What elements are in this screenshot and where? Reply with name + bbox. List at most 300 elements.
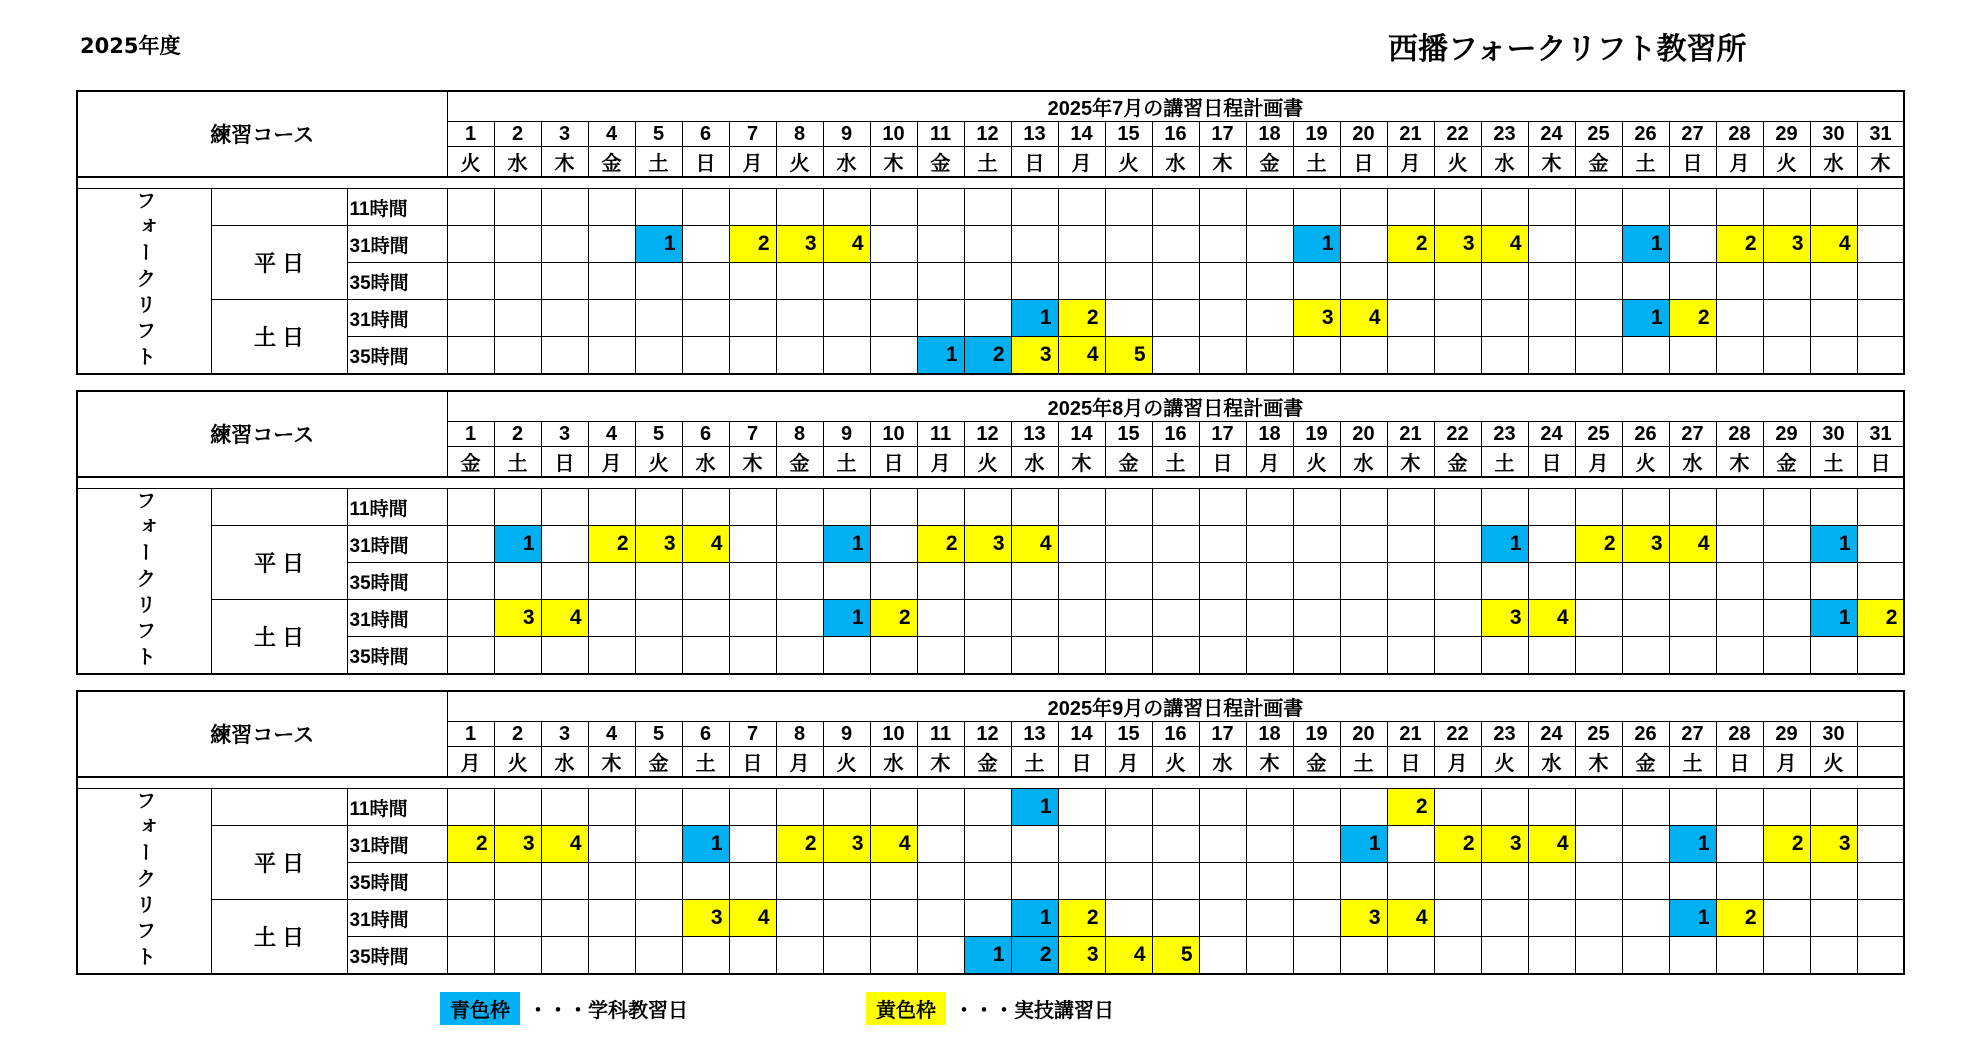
day-number: 22 xyxy=(1434,722,1481,747)
weekday-cell: 日 xyxy=(1716,747,1763,778)
day-number: 3 xyxy=(541,722,588,747)
session-cell-yellow: 2 xyxy=(729,226,776,263)
weekday-cell: 日 xyxy=(541,447,588,478)
weekday-cell: 月 xyxy=(1575,447,1622,478)
day-cell xyxy=(776,637,823,675)
day-cell xyxy=(494,300,541,337)
hours-label: 35時間 xyxy=(347,563,447,600)
day-cell xyxy=(823,900,870,937)
day-number: 20 xyxy=(1340,122,1387,147)
day-cell xyxy=(964,489,1011,526)
day-cell xyxy=(541,637,588,675)
day-cell xyxy=(1199,600,1246,637)
day-cell xyxy=(447,300,494,337)
weekday-cell: 水 xyxy=(1340,447,1387,478)
session-cell-yellow: 3 xyxy=(494,826,541,863)
day-cell xyxy=(776,900,823,937)
day-cell xyxy=(1011,189,1058,226)
session-cell-yellow: 4 xyxy=(1387,900,1434,937)
day-cell xyxy=(729,563,776,600)
weekday-cell: 土 xyxy=(682,747,729,778)
session-cell-blue: 1 xyxy=(1810,600,1857,637)
day-cell xyxy=(1622,189,1669,226)
day-number: 9 xyxy=(823,722,870,747)
day-number: 17 xyxy=(1199,722,1246,747)
day-cell xyxy=(494,937,541,975)
day-number: 29 xyxy=(1763,122,1810,147)
day-cell xyxy=(1340,226,1387,263)
day-number: 28 xyxy=(1716,722,1763,747)
day-cell xyxy=(1293,826,1340,863)
session-cell-yellow: 2 xyxy=(1387,226,1434,263)
session-cell-yellow: 2 xyxy=(776,826,823,863)
day-cell xyxy=(1199,526,1246,563)
weekday-cell: 金 xyxy=(1575,147,1622,178)
day-cell xyxy=(870,263,917,300)
session-cell-blue: 1 xyxy=(823,600,870,637)
day-cell xyxy=(447,263,494,300)
day-cell xyxy=(729,600,776,637)
schedule-row xyxy=(77,263,1904,300)
day-cell xyxy=(1763,937,1810,975)
day-number: 25 xyxy=(1575,122,1622,147)
day-cell xyxy=(1058,489,1105,526)
session-cell-yellow: 3 xyxy=(1622,526,1669,563)
weekday-cell: 土 xyxy=(1293,147,1340,178)
day-cell xyxy=(1434,900,1481,937)
hours-label: 11時間 xyxy=(347,189,447,226)
session-cell-yellow: 4 xyxy=(1340,300,1387,337)
day-cell xyxy=(1058,189,1105,226)
day-cell xyxy=(1481,189,1528,226)
day-cell xyxy=(1575,789,1622,826)
day-cell xyxy=(1857,863,1904,900)
day-number: 6 xyxy=(682,122,729,147)
day-cell xyxy=(682,337,729,375)
weekday-cell: 土 xyxy=(1622,147,1669,178)
weekday-cell: 木 xyxy=(1387,447,1434,478)
category-label: フォークリフト xyxy=(77,789,211,975)
separator-row xyxy=(77,177,1904,189)
day-cell xyxy=(1481,300,1528,337)
weekday-cell: 火 xyxy=(776,147,823,178)
day-cell xyxy=(494,337,541,375)
day-cell xyxy=(1622,263,1669,300)
day-number: 12 xyxy=(964,722,1011,747)
weekday-cell: 火 xyxy=(1481,747,1528,778)
day-number: 15 xyxy=(1105,722,1152,747)
day-number: 30 xyxy=(1810,122,1857,147)
day-cell xyxy=(1011,863,1058,900)
day-cell xyxy=(1011,637,1058,675)
day-cell xyxy=(1293,789,1340,826)
day-cell xyxy=(1058,226,1105,263)
day-type-weekday: 平 日 xyxy=(211,826,347,900)
day-cell xyxy=(1293,563,1340,600)
weekday-cell: 金 xyxy=(588,147,635,178)
weekday-cell: 土 xyxy=(1340,747,1387,778)
schedule-row xyxy=(77,900,1904,937)
weekday-cell: 金 xyxy=(964,747,1011,778)
day-cell xyxy=(1434,563,1481,600)
day-cell xyxy=(682,563,729,600)
weekday-cell: 月 xyxy=(1246,447,1293,478)
weekday-cell: 月 xyxy=(917,447,964,478)
day-cell xyxy=(1387,300,1434,337)
day-cell xyxy=(1152,637,1199,675)
day-cell xyxy=(1857,937,1904,975)
day-number: 19 xyxy=(1293,722,1340,747)
day-number: 24 xyxy=(1528,422,1575,447)
course-label: 練習コース xyxy=(77,391,447,477)
session-cell-yellow: 2 xyxy=(1058,300,1105,337)
day-cell xyxy=(870,937,917,975)
day-cell xyxy=(1199,900,1246,937)
session-cell-yellow: 3 xyxy=(1340,900,1387,937)
day-cell xyxy=(1763,489,1810,526)
day-cell xyxy=(1340,863,1387,900)
day-cell xyxy=(1716,563,1763,600)
day-number: 10 xyxy=(870,422,917,447)
weekday-cell: 水 xyxy=(1528,747,1575,778)
day-cell xyxy=(1199,863,1246,900)
day-cell xyxy=(1716,826,1763,863)
day-cell xyxy=(776,526,823,563)
weekday-cell: 日 xyxy=(1340,147,1387,178)
day-cell xyxy=(964,600,1011,637)
day-cell xyxy=(1857,489,1904,526)
day-cell xyxy=(1763,600,1810,637)
day-cell xyxy=(964,826,1011,863)
session-cell-yellow: 5 xyxy=(1105,337,1152,375)
session-cell-yellow: 4 xyxy=(541,826,588,863)
day-cell xyxy=(1434,337,1481,375)
day-cell xyxy=(1011,226,1058,263)
session-cell-yellow: 2 xyxy=(447,826,494,863)
day-number: 3 xyxy=(541,122,588,147)
day-cell xyxy=(1669,937,1716,975)
day-cell xyxy=(729,263,776,300)
schedule-row xyxy=(77,489,1904,526)
day-cell xyxy=(823,637,870,675)
day-cell xyxy=(1293,263,1340,300)
day-cell xyxy=(1058,789,1105,826)
day-cell xyxy=(447,637,494,675)
day-cell xyxy=(917,900,964,937)
month-schedule-september xyxy=(76,690,1904,975)
day-cell xyxy=(1810,263,1857,300)
hours-label: 31時間 xyxy=(347,600,447,637)
weekday-cell: 金 xyxy=(1434,447,1481,478)
day-cell xyxy=(1246,189,1293,226)
day-number: 23 xyxy=(1481,122,1528,147)
schedule-row xyxy=(77,189,1904,226)
day-cell xyxy=(1058,637,1105,675)
day-cell xyxy=(1105,900,1152,937)
weekday-cell: 月 xyxy=(588,447,635,478)
session-cell-blue: 1 xyxy=(1622,226,1669,263)
day-cell xyxy=(1246,563,1293,600)
day-cell xyxy=(494,789,541,826)
day-cell xyxy=(1152,489,1199,526)
day-cell xyxy=(1152,263,1199,300)
weekday-cell: 木 xyxy=(917,747,964,778)
weekday-cell: 火 xyxy=(1152,747,1199,778)
day-cell xyxy=(1152,600,1199,637)
day-cell xyxy=(823,489,870,526)
day-number: 16 xyxy=(1152,722,1199,747)
day-type-blank xyxy=(211,189,347,226)
session-cell-yellow: 4 xyxy=(1528,600,1575,637)
weekday-cell: 土 xyxy=(1481,447,1528,478)
day-cell xyxy=(1246,600,1293,637)
day-cell xyxy=(776,189,823,226)
day-cell xyxy=(682,863,729,900)
day-number: 22 xyxy=(1434,422,1481,447)
day-number: 13 xyxy=(1011,722,1058,747)
day-cell xyxy=(729,337,776,375)
day-cell xyxy=(1575,189,1622,226)
day-cell xyxy=(1434,300,1481,337)
session-cell-yellow: 4 xyxy=(1481,226,1528,263)
weekday-cell: 金 xyxy=(1246,147,1293,178)
weekday-cell: 水 xyxy=(1199,747,1246,778)
weekday-cell: 日 xyxy=(729,747,776,778)
day-cell xyxy=(1387,937,1434,975)
day-cell xyxy=(1293,189,1340,226)
day-number: 27 xyxy=(1669,722,1716,747)
day-number: 8 xyxy=(776,422,823,447)
day-cell xyxy=(682,937,729,975)
day-cell xyxy=(1293,489,1340,526)
day-cell xyxy=(964,563,1011,600)
day-cell xyxy=(1481,863,1528,900)
day-cell xyxy=(1387,563,1434,600)
day-cell xyxy=(1152,526,1199,563)
day-cell xyxy=(588,337,635,375)
day-cell xyxy=(1669,337,1716,375)
day-number: 9 xyxy=(823,422,870,447)
session-cell-yellow: 2 xyxy=(870,600,917,637)
day-cell xyxy=(1105,789,1152,826)
weekday-cell: 土 xyxy=(823,447,870,478)
day-cell xyxy=(635,489,682,526)
legend-yellow-chip: 黄色枠 xyxy=(866,992,946,1025)
day-cell xyxy=(1669,637,1716,675)
day-cell xyxy=(1011,563,1058,600)
separator xyxy=(77,177,1904,189)
day-number: 13 xyxy=(1011,422,1058,447)
day-cell xyxy=(1528,489,1575,526)
day-cell xyxy=(1105,489,1152,526)
day-cell xyxy=(823,937,870,975)
day-cell xyxy=(494,637,541,675)
session-cell-yellow: 4 xyxy=(729,900,776,937)
weekday-cell: 火 xyxy=(1763,147,1810,178)
day-cell xyxy=(447,937,494,975)
day-number: 11 xyxy=(917,122,964,147)
session-cell-yellow: 4 xyxy=(823,226,870,263)
day-cell xyxy=(541,337,588,375)
weekday-cell: 土 xyxy=(494,447,541,478)
day-cell xyxy=(917,300,964,337)
legend-blue-text: ・・・学科教習日 xyxy=(528,998,688,1022)
day-cell xyxy=(541,226,588,263)
day-cell xyxy=(1810,337,1857,375)
weekday-cell: 月 xyxy=(1387,147,1434,178)
schedule-row xyxy=(77,937,1904,975)
weekday-cell: 月 xyxy=(776,747,823,778)
day-cell xyxy=(1105,826,1152,863)
session-cell-yellow: 2 xyxy=(1763,826,1810,863)
schedule-row xyxy=(77,826,1904,863)
day-cell xyxy=(1105,226,1152,263)
day-cell xyxy=(588,863,635,900)
title-row xyxy=(77,391,1904,422)
schedule-table xyxy=(76,390,1905,675)
session-cell-yellow: 2 xyxy=(1669,300,1716,337)
day-cell xyxy=(1575,337,1622,375)
day-cell xyxy=(1575,600,1622,637)
day-cell xyxy=(917,937,964,975)
day-cell xyxy=(1387,863,1434,900)
day-cell xyxy=(1434,937,1481,975)
day-cell xyxy=(682,226,729,263)
weekday-cell: 月 xyxy=(1763,747,1810,778)
day-cell xyxy=(682,189,729,226)
session-cell-blue: 1 xyxy=(494,526,541,563)
day-number: 30 xyxy=(1810,722,1857,747)
day-cell xyxy=(1011,826,1058,863)
session-cell-blue: 1 xyxy=(917,337,964,375)
day-cell xyxy=(1857,189,1904,226)
day-cell xyxy=(1434,600,1481,637)
day-cell xyxy=(1011,263,1058,300)
day-cell xyxy=(1810,637,1857,675)
day-cell xyxy=(682,489,729,526)
day-cell xyxy=(494,189,541,226)
day-cell xyxy=(1246,489,1293,526)
day-cell xyxy=(917,637,964,675)
day-number: 19 xyxy=(1293,122,1340,147)
weekday-cell: 日 xyxy=(682,147,729,178)
day-cell xyxy=(1716,863,1763,900)
day-cell xyxy=(588,263,635,300)
separator xyxy=(77,777,1904,789)
day-cell xyxy=(1387,189,1434,226)
day-cell xyxy=(1622,563,1669,600)
day-cell xyxy=(1857,337,1904,375)
day-cell xyxy=(1246,263,1293,300)
weekday-cell: 水 xyxy=(870,747,917,778)
day-cell xyxy=(823,189,870,226)
weekday-cell: 木 xyxy=(1528,147,1575,178)
day-number: 17 xyxy=(1199,422,1246,447)
day-number: 17 xyxy=(1199,122,1246,147)
schedule-row xyxy=(77,789,1904,826)
session-cell-yellow: 3 xyxy=(1011,337,1058,375)
day-cell xyxy=(1810,300,1857,337)
day-cell xyxy=(1152,826,1199,863)
weekday-cell: 木 xyxy=(1857,147,1904,178)
day-cell xyxy=(1481,937,1528,975)
fiscal-year: 2025年度 xyxy=(80,34,181,58)
day-cell xyxy=(682,300,729,337)
day-number: 25 xyxy=(1575,422,1622,447)
day-cell xyxy=(1246,863,1293,900)
day-number: 7 xyxy=(729,422,776,447)
weekday-cell: 金 xyxy=(917,147,964,178)
day-number: 18 xyxy=(1246,122,1293,147)
day-cell xyxy=(1857,526,1904,563)
day-cell xyxy=(1152,900,1199,937)
session-cell-blue: 1 xyxy=(1011,789,1058,826)
category-label: フォークリフト xyxy=(77,189,211,375)
legend-yellow xyxy=(866,992,1114,1025)
session-cell-yellow: 2 xyxy=(1716,226,1763,263)
session-cell-yellow: 3 xyxy=(1481,600,1528,637)
day-cell xyxy=(635,937,682,975)
day-cell xyxy=(1669,226,1716,263)
day-number: 3 xyxy=(541,422,588,447)
session-cell-yellow: 2 xyxy=(917,526,964,563)
day-cell xyxy=(870,637,917,675)
day-cell xyxy=(1810,189,1857,226)
day-cell xyxy=(1152,863,1199,900)
session-cell-yellow: 2 xyxy=(1575,526,1622,563)
session-cell-yellow: 5 xyxy=(1152,937,1199,975)
day-number: 4 xyxy=(588,722,635,747)
day-cell xyxy=(447,189,494,226)
day-cell xyxy=(588,826,635,863)
day-cell xyxy=(1575,563,1622,600)
day-cell xyxy=(588,226,635,263)
day-cell xyxy=(1246,789,1293,826)
day-cell xyxy=(1857,563,1904,600)
day-cell xyxy=(541,189,588,226)
day-cell xyxy=(1810,789,1857,826)
title-row xyxy=(77,91,1904,122)
day-cell xyxy=(1058,600,1105,637)
day-cell xyxy=(635,563,682,600)
weekday-cell: 金 xyxy=(1105,447,1152,478)
day-cell xyxy=(1763,863,1810,900)
session-cell-yellow: 3 xyxy=(1810,826,1857,863)
schedule-row xyxy=(77,863,1904,900)
category-label: フォークリフト xyxy=(77,489,211,675)
day-cell xyxy=(1246,637,1293,675)
day-cell xyxy=(1387,826,1434,863)
day-cell xyxy=(1810,563,1857,600)
day-cell xyxy=(1857,226,1904,263)
day-cell xyxy=(1763,526,1810,563)
session-cell-blue: 1 xyxy=(823,526,870,563)
day-cell xyxy=(1528,637,1575,675)
day-number: 16 xyxy=(1152,422,1199,447)
weekday-cell: 土 xyxy=(1810,447,1857,478)
session-cell-yellow: 3 xyxy=(1763,226,1810,263)
day-cell xyxy=(917,826,964,863)
day-cell xyxy=(1528,263,1575,300)
day-cell xyxy=(1622,637,1669,675)
day-number: 7 xyxy=(729,122,776,147)
day-cell xyxy=(1669,863,1716,900)
day-cell xyxy=(541,489,588,526)
day-cell xyxy=(1857,637,1904,675)
day-cell xyxy=(729,826,776,863)
day-cell xyxy=(1199,489,1246,526)
day-cell xyxy=(1716,937,1763,975)
